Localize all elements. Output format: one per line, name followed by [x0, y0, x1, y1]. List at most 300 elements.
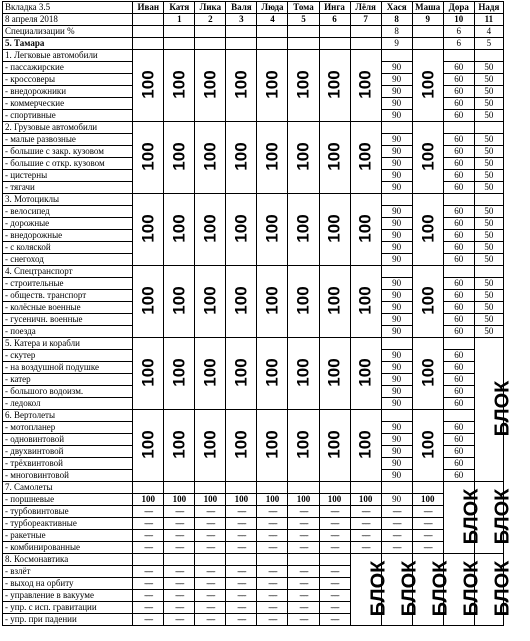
- number-header-11: [474, 14, 503, 26]
- cell-text: 90: [392, 86, 402, 96]
- cell-text: - велосипед: [5, 206, 50, 216]
- score-text: 100: [231, 141, 251, 171]
- empty-cell: [257, 482, 288, 494]
- cell-text: 90: [392, 326, 402, 336]
- section-item-row: [3, 518, 504, 530]
- dora-value: [443, 170, 474, 182]
- empty-cell: [133, 482, 164, 494]
- cell-text: 90: [392, 398, 402, 408]
- cell-text: -----: [175, 507, 184, 516]
- cell-text: 60: [454, 86, 464, 96]
- cell-text: 8: [394, 14, 399, 24]
- cell-text: 60: [454, 458, 464, 468]
- nadya-value: [474, 158, 503, 170]
- dash-value: [133, 590, 164, 602]
- dora-value: [443, 398, 474, 410]
- score-100: [226, 338, 257, 410]
- header-names-row: [3, 2, 504, 14]
- blok-text: БЛОК: [460, 560, 483, 616]
- item-label: [3, 446, 133, 458]
- cell-text: 60: [454, 182, 464, 192]
- item-label: [3, 182, 133, 194]
- date-label: [3, 14, 133, 26]
- number-header-5: [288, 14, 319, 26]
- item-label: [3, 254, 133, 266]
- nadya-cell: [474, 50, 503, 62]
- item-label: [3, 158, 133, 170]
- score-text: 100: [418, 285, 438, 315]
- cell-text: 90: [392, 218, 402, 228]
- cell-text: 9: [425, 14, 430, 24]
- dash-value: [257, 614, 288, 626]
- cell-text: -----: [361, 519, 370, 528]
- hasya-value: [381, 386, 412, 398]
- cell-text: - строительные: [5, 278, 64, 288]
- cell-text: - пассажирские: [5, 62, 64, 72]
- score-100: [350, 122, 381, 194]
- cell-text: - упр. при падении: [5, 614, 77, 624]
- cell-text: 50: [484, 158, 494, 168]
- dash-value: [288, 578, 319, 590]
- item-label: [3, 530, 133, 542]
- score-100: [288, 266, 319, 338]
- cell-text: - выход на орбиту: [5, 578, 74, 588]
- cell-text: - турбореактивные: [5, 518, 77, 528]
- score-100: [319, 50, 350, 122]
- cell-text: -----: [175, 543, 184, 552]
- cell-text: 8. Космонавтика: [5, 554, 69, 564]
- cell-text: -----: [299, 579, 308, 588]
- dash-value: [226, 530, 257, 542]
- cell-text: -----: [423, 531, 432, 540]
- hasya-value: [381, 326, 412, 338]
- score-text: 100: [356, 213, 376, 243]
- score-value: [226, 494, 257, 506]
- cell-text: 11: [484, 14, 494, 24]
- score-100: [133, 122, 164, 194]
- hasya-value: [381, 86, 412, 98]
- cell-text: 50: [484, 134, 494, 144]
- dash-value: [257, 602, 288, 614]
- tamara-value: [319, 38, 350, 50]
- cell-text: 60: [454, 278, 464, 288]
- cell-text: 50: [484, 230, 494, 240]
- cell-text: -----: [237, 519, 246, 528]
- score-100: [226, 122, 257, 194]
- cell-text: 90: [392, 98, 402, 108]
- dash-value: [195, 518, 226, 530]
- cell-text: 50: [484, 302, 494, 312]
- empty-cell: [195, 554, 226, 566]
- score-text: 100: [356, 141, 376, 171]
- cell-text: 90: [392, 374, 402, 384]
- cell-text: 50: [484, 314, 494, 324]
- item-label: [3, 578, 133, 590]
- score-text: 100: [325, 357, 345, 387]
- cell-text: 50: [484, 254, 494, 264]
- cell-text: Хася: [386, 2, 407, 12]
- cell-text: 7: [363, 14, 368, 24]
- tamara-value: [133, 38, 164, 50]
- score-value: [164, 494, 195, 506]
- score-100: [226, 410, 257, 482]
- dora-value: [443, 134, 474, 146]
- cell-text: 50: [484, 170, 494, 180]
- score-text: 100: [294, 285, 313, 315]
- score-text: 100: [325, 69, 345, 99]
- nadya-value: [474, 326, 503, 338]
- name-header-7: [350, 2, 381, 14]
- cell-text: 5: [301, 14, 306, 24]
- cell-text: -----: [268, 567, 277, 576]
- hasya-value: [381, 134, 412, 146]
- score-100: [319, 122, 350, 194]
- cell-text: 50: [484, 218, 494, 228]
- cell-text: -----: [175, 603, 184, 612]
- dora-blok: [443, 482, 483, 554]
- cell-text: 4: [270, 14, 275, 24]
- item-label: [3, 602, 133, 614]
- cell-text: 2: [208, 14, 213, 24]
- empty-cell: [412, 482, 443, 494]
- dash-value: [226, 518, 257, 530]
- name-header-0: [133, 2, 164, 14]
- cell-text: 90: [392, 230, 402, 240]
- cell-text: 90: [392, 206, 402, 216]
- score-text: 100: [418, 141, 438, 171]
- cell-text: Тома: [293, 2, 314, 12]
- cell-text: -----: [144, 519, 153, 528]
- item-label: [3, 506, 133, 518]
- score-100: [133, 338, 164, 410]
- cell-text: 60: [454, 254, 464, 264]
- blok-text: БЛОК: [429, 560, 452, 616]
- cell-text: Вкладка 3.5: [5, 2, 51, 12]
- score-text: 100: [262, 357, 282, 387]
- score-text: 100: [262, 141, 282, 171]
- hasya-value: [381, 422, 412, 434]
- score-100: [288, 122, 319, 194]
- dash-value: [195, 506, 226, 518]
- dash-value: [164, 530, 195, 542]
- tamara-value: [412, 38, 443, 50]
- item-label: [3, 290, 133, 302]
- cell-text: -----: [237, 507, 246, 516]
- empty-cell: [164, 554, 195, 566]
- cell-text: -----: [330, 531, 339, 540]
- cell-text: -----: [392, 543, 401, 552]
- dash-value: [288, 602, 319, 614]
- empty-cell: [133, 554, 164, 566]
- cell-text: -----: [144, 591, 153, 600]
- score-value: [257, 494, 288, 506]
- cell-text: -----: [423, 519, 432, 528]
- item-label: [3, 62, 133, 74]
- cell-text: 60: [454, 158, 464, 168]
- tamara-row: [3, 38, 504, 50]
- number-header-6: [319, 14, 350, 26]
- cell-text: 100: [296, 494, 311, 504]
- cell-text: 60: [454, 62, 464, 72]
- cell-text: 7. Самолеты: [5, 482, 53, 492]
- dash-value: [381, 542, 412, 554]
- cell-text: 100: [420, 494, 435, 504]
- cell-text: -----: [237, 543, 246, 552]
- dora-value: [443, 314, 474, 326]
- cell-text: 60: [454, 242, 464, 252]
- score-100: [133, 194, 164, 266]
- empty-cell: [381, 482, 412, 494]
- score-text: 100: [200, 69, 220, 99]
- dora-cell: [443, 50, 474, 62]
- dora-cell: [443, 410, 474, 422]
- cell-text: 90: [392, 434, 402, 444]
- hasya-value: [381, 182, 412, 194]
- masha-score-100: [412, 338, 443, 410]
- score-text: 100: [138, 357, 158, 387]
- cell-text: - ракетные: [5, 530, 46, 540]
- score-100: [133, 50, 164, 122]
- dash-value: [319, 542, 350, 554]
- cell-text: -----: [299, 591, 308, 600]
- cell-text: - на воздушной подушке: [5, 362, 99, 372]
- score-100: [319, 194, 350, 266]
- spec-value: [133, 26, 164, 38]
- nadya-cell: [474, 194, 503, 206]
- dora-value: [443, 158, 474, 170]
- spec-value: [288, 26, 319, 38]
- score-text: 100: [138, 213, 158, 243]
- spec-value: [381, 26, 412, 38]
- cell-text: 100: [141, 494, 156, 504]
- score-text: 100: [231, 429, 251, 459]
- dash-value: [319, 602, 350, 614]
- number-header-9: [412, 14, 443, 26]
- dora-value: [443, 374, 474, 386]
- name-header-3: [226, 2, 257, 14]
- score-value: [288, 494, 319, 506]
- hasya-value: [381, 242, 412, 254]
- score-100: [350, 194, 381, 266]
- cell-text: 60: [454, 446, 464, 456]
- cell-text: - гусеничн. военные: [5, 314, 83, 324]
- score-100: [133, 266, 164, 338]
- spreadsheet: [0, 1, 514, 641]
- dora-value: [443, 278, 474, 290]
- dash-value: [350, 506, 381, 518]
- cell-text: -----: [361, 543, 370, 552]
- cell-text: 3. Мотоциклы: [5, 194, 60, 204]
- empty-cell: [195, 482, 226, 494]
- cell-text: 50: [484, 278, 494, 288]
- item-label: [3, 170, 133, 182]
- section-title-row: [3, 482, 504, 494]
- hasya-value: [381, 314, 412, 326]
- score-100: [195, 266, 226, 338]
- dash-value: [226, 566, 257, 578]
- score-text: 100: [294, 213, 313, 243]
- score-100: [350, 266, 381, 338]
- cell-text: -----: [330, 615, 339, 624]
- score-text: 100: [169, 141, 189, 171]
- dora-cell: [443, 122, 474, 134]
- cell-text: - турбовинтовые: [5, 506, 69, 516]
- score-text: 100: [418, 213, 438, 243]
- cell-text: 50: [484, 182, 494, 192]
- dash-value: [350, 518, 381, 530]
- section-item-row: [3, 530, 504, 542]
- empty-cell: [288, 482, 319, 494]
- dora-value: [443, 290, 474, 302]
- masha-score-100: [412, 50, 443, 122]
- score-100: [195, 338, 226, 410]
- cell-text: - катер: [5, 374, 31, 384]
- dora-value: [443, 302, 474, 314]
- cell-text: 50: [484, 326, 494, 336]
- cell-text: -----: [144, 603, 153, 612]
- score-100: [288, 338, 319, 410]
- cell-text: - большие с закр. кузовом: [5, 146, 104, 156]
- cell-text: -----: [144, 615, 153, 624]
- dash-value: [226, 590, 257, 602]
- number-header-4: [257, 14, 288, 26]
- cell-text: 4: [486, 26, 492, 36]
- score-value: [195, 494, 226, 506]
- dash-value: [164, 614, 195, 626]
- cell-text: 90: [392, 302, 402, 312]
- section-title: [3, 482, 133, 494]
- number-header-3: [226, 14, 257, 26]
- dash-value: [288, 518, 319, 530]
- item-label: [3, 74, 133, 86]
- cell-text: 5. Тамара: [5, 38, 45, 48]
- dash-value: [226, 578, 257, 590]
- name-header-11: [474, 2, 503, 14]
- cell-text: 100: [172, 494, 187, 504]
- blok-text: БЛОК: [491, 560, 514, 616]
- cell-text: -----: [206, 567, 215, 576]
- score-text: 100: [262, 285, 282, 315]
- dora-value: [443, 218, 474, 230]
- section-title: [3, 410, 133, 422]
- nadya-value: [474, 146, 503, 158]
- hasya-cell: [381, 194, 412, 206]
- cell-text: Лёля: [355, 2, 376, 12]
- dash-value: [319, 506, 350, 518]
- hasya-cell: [381, 410, 412, 422]
- dash-value: [257, 578, 288, 590]
- dash-value: [133, 578, 164, 590]
- hasya-value: [381, 230, 412, 242]
- cell-text: -----: [175, 531, 184, 540]
- cell-text: 8 апреля 2018: [5, 14, 58, 24]
- nadya-value: [474, 218, 503, 230]
- number-header-10: [443, 14, 474, 26]
- hasya-value: [381, 206, 412, 218]
- score-text: 100: [200, 213, 220, 243]
- cell-text: 90: [392, 62, 402, 72]
- cell-text: -----: [330, 603, 339, 612]
- item-label: [3, 110, 133, 122]
- cell-text: -----: [144, 579, 153, 588]
- name-header-1: [164, 2, 195, 14]
- item-label: [3, 374, 133, 386]
- dash-value: [412, 530, 443, 542]
- hasya-cell: [381, 266, 412, 278]
- score-text: 100: [200, 357, 220, 387]
- item-label: [3, 386, 133, 398]
- cell-text: - кроссоверы: [5, 74, 56, 84]
- score-text: 100: [138, 69, 158, 99]
- tamara-value: [257, 38, 288, 50]
- dash-value: [257, 566, 288, 578]
- tamara-value: [195, 38, 226, 50]
- dash-value: [195, 542, 226, 554]
- score-text: 100: [356, 285, 376, 315]
- dash-value: [319, 590, 350, 602]
- empty-cell: [288, 554, 319, 566]
- cell-text: - упр. с исп. гравитации: [5, 602, 97, 612]
- score-100: [257, 194, 288, 266]
- empty-cell: [319, 482, 350, 494]
- score-100: [164, 410, 195, 482]
- cell-text: 6. Вертолеты: [5, 410, 56, 420]
- cell-text: -----: [206, 579, 215, 588]
- tamara-value: [474, 38, 503, 50]
- cell-text: 90: [392, 362, 402, 372]
- item-label: [3, 542, 133, 554]
- tamara-value: [288, 38, 319, 50]
- cell-text: 90: [392, 386, 402, 396]
- cell-text: 60: [454, 350, 464, 360]
- dash-value: [133, 506, 164, 518]
- cell-text: 90: [392, 314, 402, 324]
- score-100: [164, 50, 195, 122]
- dash-value: [412, 542, 443, 554]
- dash-value: [133, 602, 164, 614]
- cell-text: 90: [392, 278, 402, 288]
- cell-text: 50: [484, 290, 494, 300]
- nadya-value: [474, 278, 503, 290]
- cell-text: 90: [392, 158, 402, 168]
- dash-value: [288, 590, 319, 602]
- dash-value: [288, 506, 319, 518]
- section-title-row: [3, 50, 504, 62]
- item-label: [3, 242, 133, 254]
- tamara-label: [3, 38, 133, 50]
- cell-text: 50: [484, 86, 494, 96]
- cell-text: 90: [392, 290, 402, 300]
- cell-text: - внедорожные: [5, 230, 63, 240]
- dash-value: [133, 530, 164, 542]
- dora-value: [443, 434, 474, 446]
- section-title-row: [3, 554, 504, 566]
- spec-value: [164, 26, 195, 38]
- score-100: [257, 122, 288, 194]
- number-header-8: [381, 14, 412, 26]
- nadya-value: [474, 206, 503, 218]
- hasya-value: [381, 170, 412, 182]
- score-text: 100: [325, 429, 345, 459]
- score-text: 100: [262, 429, 282, 459]
- score-text: 100: [418, 357, 438, 387]
- cell-text: - коммерческие: [5, 98, 65, 108]
- hasya-value: [381, 374, 412, 386]
- score-100: [133, 410, 164, 482]
- cell-text: -----: [361, 507, 370, 516]
- dash-value: [350, 542, 381, 554]
- tamara-value: [443, 38, 474, 50]
